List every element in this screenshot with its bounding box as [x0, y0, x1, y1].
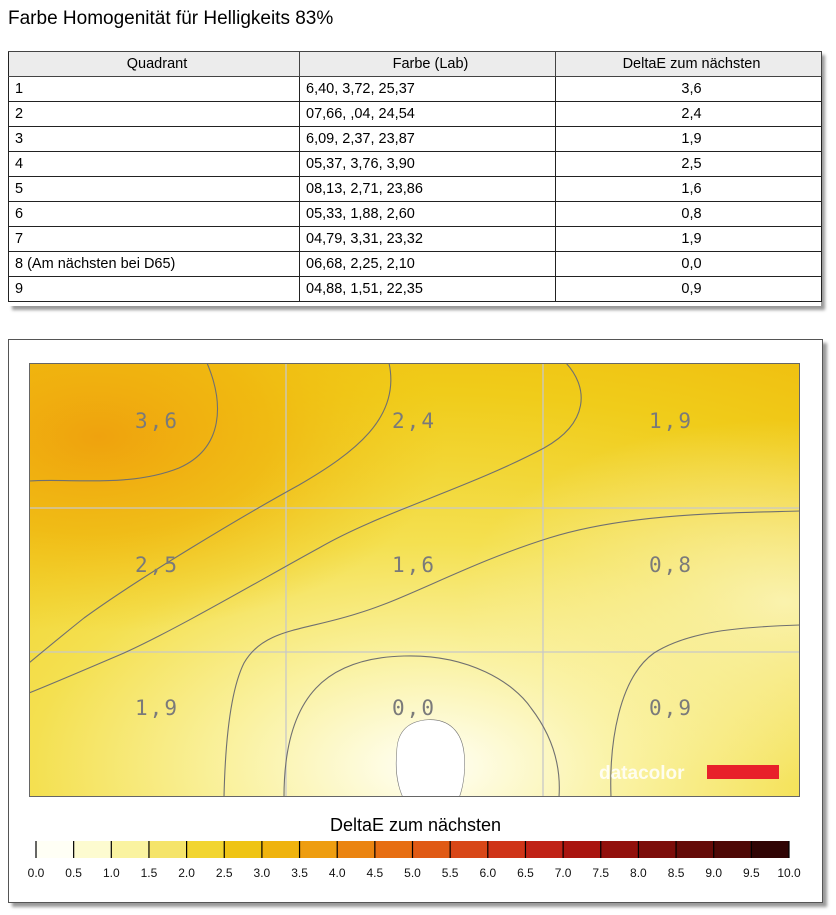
datacolor-logo-bar — [707, 765, 779, 779]
colorbar-tick-label: 4.0 — [328, 866, 346, 880]
cell-label-q3: 1,9 — [649, 409, 693, 433]
cell-quadrant: 8 (Am nächsten bei D65) — [9, 252, 300, 277]
colorbar-segment — [262, 841, 300, 858]
cell-label-q6: 0,8 — [649, 553, 693, 577]
colorbar-segment — [149, 841, 187, 858]
colorbar-segment — [450, 841, 488, 858]
colorbar-tick-label: 6.0 — [479, 866, 497, 880]
cell-delta-e: 1,9 — [556, 127, 822, 152]
colorbar-segment — [375, 841, 413, 858]
header-delta-e: DeltaE zum nächsten — [556, 52, 822, 77]
datacolor-watermark: datacolor — [599, 763, 685, 784]
cell-lab: 05,33, 1,88, 2,60 — [300, 202, 556, 227]
colorbar — [26, 841, 801, 896]
cell-delta-e: 0,9 — [556, 277, 822, 302]
colorbar-tick-label: 1.0 — [102, 866, 120, 880]
cell-delta-e: 1,6 — [556, 177, 822, 202]
colorbar-segment — [638, 841, 676, 858]
cell-lab: 06,68, 2,25, 2,10 — [300, 252, 556, 277]
cell-quadrant: 1 — [9, 77, 300, 102]
cell-lab: 05,37, 3,76, 3,90 — [300, 152, 556, 177]
table-row — [9, 277, 822, 302]
colorbar-tick-label: 0.0 — [27, 866, 45, 880]
colorbar-tick-label: 5.0 — [404, 866, 421, 880]
cell-lab: 07,66, ,04, 24,54 — [300, 102, 556, 127]
colorbar-segment — [224, 841, 262, 858]
cell-delta-e: 0,0 — [556, 252, 822, 277]
colorbar-segment — [488, 841, 526, 858]
colorbar-segment — [36, 841, 74, 858]
colorbar-tick-label: 7.5 — [592, 866, 610, 880]
colorbar-tick-label: 8.0 — [630, 866, 647, 880]
colorbar-segment — [714, 841, 752, 858]
contour-white-center — [396, 720, 464, 797]
table-header-row — [9, 52, 822, 77]
colorbar-segment — [413, 841, 451, 858]
cell-label-q8: 0,0 — [392, 696, 436, 720]
uniformity-heatmap — [29, 363, 800, 797]
table-row — [9, 177, 822, 202]
cell-delta-e: 2,5 — [556, 152, 822, 177]
colorbar-tick-label: 7.0 — [554, 866, 572, 880]
colorbar-tick-label: 6.5 — [517, 866, 534, 880]
page-title: Farbe Homogenität für Helligkeits 83% — [8, 8, 334, 29]
cell-lab: 08,13, 2,71, 23,86 — [300, 177, 556, 202]
cell-quadrant: 4 — [9, 152, 300, 177]
cell-label-q7: 1,9 — [135, 696, 179, 720]
colorbar-segment — [676, 841, 714, 858]
table-row — [9, 77, 822, 102]
colorbar-tick-label: 2.0 — [178, 866, 195, 880]
cell-label-q1: 3,6 — [135, 409, 179, 433]
cell-quadrant: 5 — [9, 177, 300, 202]
cell-quadrant: 6 — [9, 202, 300, 227]
colorbar-tick-label: 0.5 — [65, 866, 82, 880]
legend-title: DeltaE zum nächsten — [329, 815, 502, 835]
table-row — [9, 227, 822, 252]
table-row — [9, 102, 822, 127]
colorbar-segment — [563, 841, 601, 858]
table-row — [9, 202, 822, 227]
colorbar-tick-label: 4.5 — [366, 866, 384, 880]
colorbar-segment — [74, 841, 112, 858]
colorbar-tick-label: 8.5 — [667, 866, 685, 880]
header-quadrant: Quadrant — [9, 52, 300, 77]
cell-delta-e: 0,8 — [556, 202, 822, 227]
table-row — [9, 152, 822, 177]
table-row — [9, 127, 822, 152]
cell-label-q5: 1,6 — [392, 553, 436, 577]
colorbar-tick-label: 3.0 — [253, 866, 271, 880]
colorbar-segment — [111, 841, 149, 858]
cell-lab: 6,40, 3,72, 25,37 — [300, 77, 556, 102]
colorbar-segment — [601, 841, 639, 858]
table-row — [9, 252, 822, 277]
colorbar-tick-label: 9.5 — [743, 866, 760, 880]
results-table-container — [8, 51, 821, 306]
colorbar-tick-label: 1.5 — [140, 866, 158, 880]
cell-quadrant: 3 — [9, 127, 300, 152]
cell-delta-e: 1,9 — [556, 227, 822, 252]
header-farbe-lab: Farbe (Lab) — [300, 52, 556, 77]
colorbar-segment — [751, 841, 789, 858]
cell-delta-e: 3,6 — [556, 77, 822, 102]
results-table — [8, 51, 822, 302]
cell-quadrant: 9 — [9, 277, 300, 302]
cell-quadrant: 7 — [9, 227, 300, 252]
colorbar-tick-label: 3.5 — [291, 866, 308, 880]
colorbar-tick-label: 9.0 — [705, 866, 723, 880]
uniformity-figure — [8, 339, 823, 903]
colorbar-segment — [187, 841, 225, 858]
colorbar-segment — [337, 841, 375, 858]
colorbar-segment — [525, 841, 563, 858]
colorbar-tick-label: 10.0 — [777, 866, 801, 880]
colorbar-segment — [300, 841, 338, 858]
cell-lab: 6,09, 2,37, 23,87 — [300, 127, 556, 152]
cell-quadrant: 2 — [9, 102, 300, 127]
colorbar-tick-label: 5.5 — [441, 866, 459, 880]
colorbar-tick-label: 2.5 — [215, 866, 233, 880]
cell-label-q2: 2,4 — [392, 409, 436, 433]
cell-delta-e: 2,4 — [556, 102, 822, 127]
cell-lab: 04,79, 3,31, 23,32 — [300, 227, 556, 252]
cell-label-q4: 2,5 — [135, 553, 179, 577]
cell-lab: 04,88, 1,51, 22,35 — [300, 277, 556, 302]
cell-label-q9: 0,9 — [649, 696, 693, 720]
